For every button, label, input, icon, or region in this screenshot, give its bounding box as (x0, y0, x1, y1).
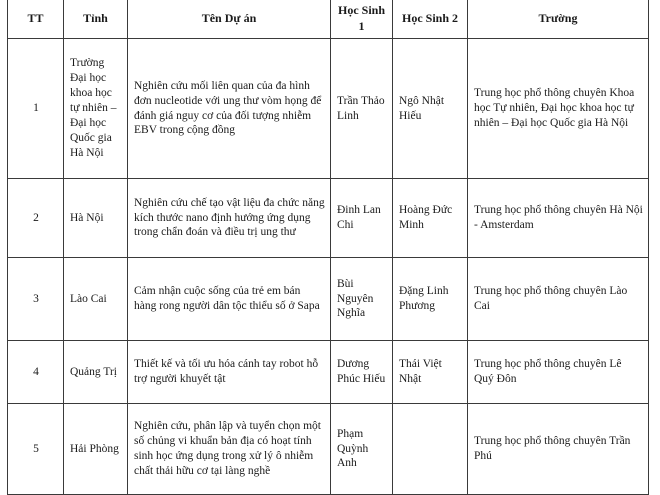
table-row (8, 341, 649, 404)
table-header (8, 0, 649, 39)
cell-student-1: Trần Thảo Linh (331, 39, 393, 179)
cell-project: Nghiên cứu chế tạo vật liệu đa chức năng kích thước nano định hướng ứng dụng trong chẩn đoán và điều trị ung thư (128, 179, 331, 258)
cell-project: Nghiên cứu mối liên quan của đa hình đơn nucleotide với ung thư vòm họng để đánh giá nguy cơ của đối tượng nhiễm EBV trong cộng đồng (128, 39, 331, 179)
cell-school: Trung học phổ thông chuyên Lê Quý Đôn (468, 341, 649, 404)
table-row (8, 39, 649, 179)
cell-project: Thiết kế và tối ưu hóa cánh tay robot hỗ trợ người khuyết tật (128, 341, 331, 404)
cell-project: Cảm nhận cuộc sống của trẻ em bán hàng rong người dân tộc thiểu số ở Sapa (128, 258, 331, 341)
cell-tinh: Trường Đại học khoa học tự nhiên – Đại học Quốc gia Hà Nội (64, 39, 128, 179)
cell-tinh: Hà Nội (64, 179, 128, 258)
table-row (8, 258, 649, 341)
cell-tinh: Lào Cai (64, 258, 128, 341)
cell-tt: 5 (8, 404, 64, 495)
project-list-table (7, 0, 649, 495)
cell-tt: 3 (8, 258, 64, 341)
cell-student-2: Đặng Linh Phương (393, 258, 468, 341)
cell-school: Trung học phổ thông chuyên Trần Phú (468, 404, 649, 495)
cell-student-2: Hoàng Đức Minh (393, 179, 468, 258)
column-header-project: Tên Dự án (128, 0, 331, 39)
cell-student-1: Dương Phúc Hiếu (331, 341, 393, 404)
cell-tt: 1 (8, 39, 64, 179)
cell-school: Trung học phổ thông chuyên Lào Cai (468, 258, 649, 341)
column-header-school: Trường (468, 0, 649, 39)
column-header-tt: TT (8, 0, 64, 39)
cell-project: Nghiên cứu, phân lập và tuyển chọn một số chủng vi khuẩn bản địa có hoạt tính sinh học ứng dụng trong xử lý ô nhiễm chất thải hữu cơ tại làng nghề (128, 404, 331, 495)
cell-tt: 4 (8, 341, 64, 404)
cell-student-1: Phạm Quỳnh Anh (331, 404, 393, 495)
cell-tt: 2 (8, 179, 64, 258)
cell-student-2: Thái Việt Nhật (393, 341, 468, 404)
column-header-tinh: Tỉnh (64, 0, 128, 39)
cell-student-2 (393, 404, 468, 495)
cell-tinh: Quảng Trị (64, 341, 128, 404)
cell-school: Trung học phổ thông chuyên Khoa học Tự nhiên, Đại học khoa học tự nhiên – Đại học Quốc gia Hà Nội (468, 39, 649, 179)
cell-tinh: Hải Phòng (64, 404, 128, 495)
table-header-row (8, 0, 649, 39)
table-body (8, 39, 649, 495)
cell-student-1: Bùi Nguyên Nghĩa (331, 258, 393, 341)
table-row (8, 404, 649, 495)
cell-student-1: Đinh Lan Chi (331, 179, 393, 258)
column-header-hs2: Học Sinh 2 (393, 0, 468, 39)
cell-school: Trung học phổ thông chuyên Hà Nội - Amsterdam (468, 179, 649, 258)
table-row (8, 179, 649, 258)
column-header-hs1: Học Sinh 1 (331, 0, 393, 39)
cell-student-2: Ngô Nhật Hiếu (393, 39, 468, 179)
